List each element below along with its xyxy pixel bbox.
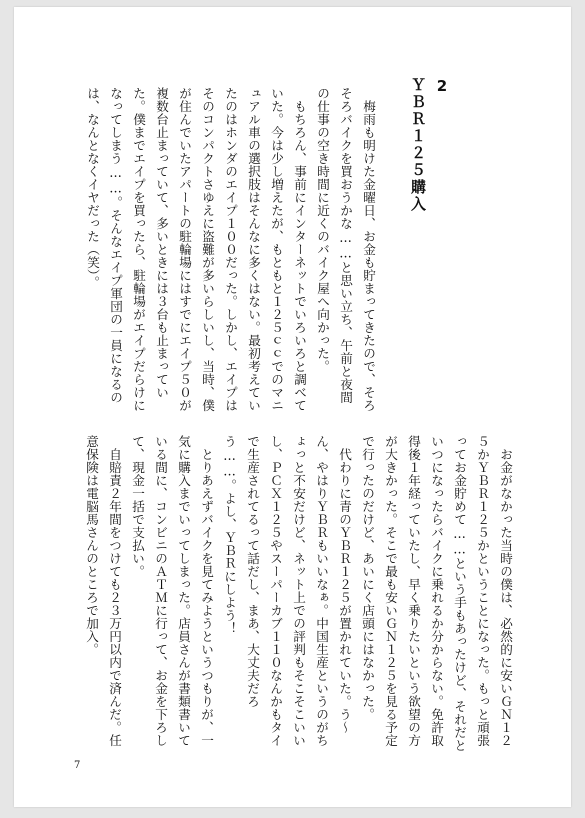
- chapter-number: 2: [433, 77, 451, 97]
- book-page: [14, 7, 571, 807]
- text-column-top: [81, 87, 380, 415]
- paragraph: とりあえずバイクを見てみようというつもりが、一気に購入までいってしまった。店員さんが書類書いている間に、コンビニのＡＴＭに行って、お金を下ろして、現金一括で支払い。: [130, 435, 214, 747]
- paragraph: もちろん、事前にインターネットでいろいろと調べていた。今は少し増えたが、もともと１２５ｃｃでのマニュアル車の選択肢はそんなに多くはない。最初考えていたのはホンダのエイプ１００だった。しかし、エイプはそのコンパクトさゆえに盗難が多いらしいし、当時、僕が住んでいたアパートの駐輪場にはすでにエイプ５０が複数台止まっていて、多いときには３台も止まっていた。僕までエイプを買ったら、駐輪場がエイプだらけになってしまう……。そんなエイプ軍団の一員になるのは、なんとなくイヤだった（笑）。: [85, 87, 307, 412]
- paragraph: お金がなかった当時の僕は、必然的に安いＧＮ１２５かＹＢＲ１２５かということになった。もっと頑張ってお金貯めて……という手もあったけど、それだといつになったらバイクに乗れるか分からない。免許取得後１年経っていたし、早く乗りたいという欲望の方が大きかった。そこで最も安いＧＮ１２５を見る予定で行ったのだけど、あいにく店頭にはなかった。: [360, 435, 513, 752]
- page-number: 7: [74, 760, 81, 771]
- chapter-heading: [409, 77, 454, 213]
- paragraph: 代わりに青のＹＢＲ１２５が置かれていた。う～ん、やはりＹＢＲもいいなぁ。中国生産というのがちょっと不安だけど、ネット上での評判もそこそこいいし、ＰＣＸ１２５やスーパーカブ１１０なんかもタイで生産されてるって話だし、まあ、大丈夫だろう……。よし、ＹＢＲにしよう！: [222, 435, 352, 747]
- paragraph: 自賠責２年間をつけても２３万円以内で済んだ。任意保険は電脳馬さんのところで加入。: [84, 435, 122, 747]
- paragraph: 梅雨も明けた金曜日、お金も貯まってきたので、そろそろバイクを買おうかな……と思い立ち、午前と夜間の仕事の空き時間に近くのバイク屋へ向かった。: [315, 87, 376, 412]
- text-column-bottom: [80, 435, 517, 753]
- chapter-title: ＹＢＲ１２５購入: [409, 77, 427, 213]
